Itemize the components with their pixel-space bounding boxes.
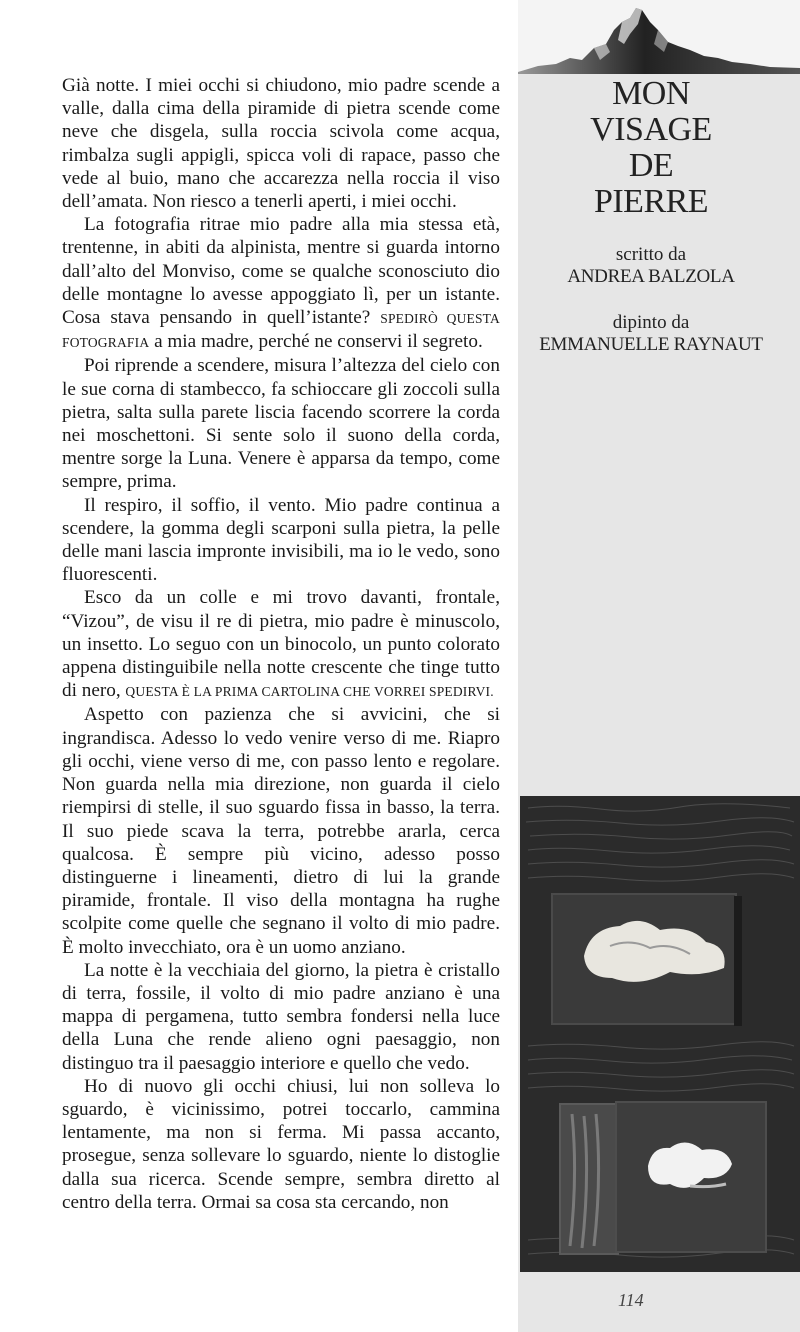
article-body (62, 74, 500, 1214)
paragraph-2-smallcaps: SPEDIRÒ QUESTA FOTOGRAFIA (62, 311, 500, 351)
title-line-4: PIERRE (593, 183, 709, 220)
title-line-3: DE (628, 147, 674, 184)
paragraph-8: Ho di nuovo gli occhi chiusi, lui non solleva lo sguardo, è vicinissimo, potrei toccarlo, cammina lentamente, ma non si ferma. Mi passa accanto, prosegue, senza sollevare lo sguardo, niente lo distoglie dalla sua ricerca. Scende sempre, sembra diretto al centro della terra. Ormai sa cosa sta cercando, non (62, 1075, 500, 1213)
paragraph-7: La notte è la vecchiaia del giorno, la pietra è cristallo di terra, fossile, il volto di mio padre anziano è una mappa di pergamena, tutto sembra fondersi nella luce della Luna che rende alieno ogni paesaggio, non distinguo tra il paesaggio interiore e quello che vedo. (62, 959, 500, 1074)
paragraph-6: Aspetto con pazienza che si avvicini, che si ingrandisca. Adesso lo vedo venire verso di me. Riapro gli occhi, viene verso di me, con passo lento e regolare. Non guarda nella mia direzione, non guarda il cielo riempirsi di stelle, il suo sguardo fissa in basso, la terra. Il suo piede scava la terra, potrebbe ararla, cerca qualcosa. È sempre più vicino, adesso posso distinguerne i lineamenti, dietro di lui la grande piramide, frontale. Il viso della montagna ha rughe scolpite come quelle che segnano il volto di mio padre. È molto invecchiato, ora è un uomo anziano. (62, 704, 500, 958)
author-name: ANDREA BALZOLA (567, 266, 735, 287)
paragraph-2-end: a mia madre, perché ne conservi il segreto. (154, 331, 483, 353)
page-number: 114 (618, 1290, 644, 1310)
paragraph-1: Già notte. I miei occhi si chiudono, mio padre scende a valle, dalla cima della piramide di pietra scende come neve che disgela, sulla roccia scivola come acqua, rimbalza sugli appigli, spicca voli di rapace, passo che vede al buio, mano che accarezza nella roccia il viso dell’amata. Non riesco a tenerli aperti, i miei occhi. (62, 75, 500, 213)
paragraph-2 (62, 213, 500, 354)
paragraph-3: Poi riprende a scendere, misura l’altezza del cielo con le sue corna di stambecco, fa schioccare gli zoccoli sulla pietra, salta sulla parete liscia facendo scorrere la corda nei moschettoni. Si sente solo il suono della corda, mentre sorge la Luna. Venere è apparsa da tempo, come sempre, prima. (62, 355, 500, 493)
article-title (518, 76, 784, 220)
written-by-label: scritto da (615, 244, 687, 265)
title-line-1: MON (612, 75, 690, 112)
paragraph-2-text: La fotografia ritrae mio padre alla mia stessa età, trentenne, in abiti da alpinista, mentre si guarda intorno dall’alto del Monviso, come se qualche sconosciuto dio delle montagne lo avesse appoggiato lì, per un istante. Cosa stava pensando in quell’istante? (62, 214, 500, 329)
painting-illustration (520, 796, 800, 1272)
paragraph-4: Il respiro, il soffio, il vento. Mio padre continua a scendere, la gomma degli scarponi sulla pietra, la pelle delle mani lascia impronte invisibili, ma io le vedo, sono fluorescenti. (62, 494, 500, 586)
paragraph-5 (62, 586, 500, 703)
author-credit (518, 244, 784, 288)
mountain-peak-illustration (518, 0, 800, 74)
title-line-2: VISAGE (590, 111, 712, 148)
paragraph-5-text: Esco da un colle e mi trovo davanti, frontale, “Vizou”, de visu il re di pietra, mio padre è minuscolo, un insetto. Lo seguo con un binocolo, un punto colorato appena distinguibile nella notte crescente che tinge tutto di nero, (62, 587, 500, 702)
paragraph-5-smallcaps: QUESTA È LA PRIMA CARTOLINA CHE VORREI SPEDIRVI. (125, 684, 494, 700)
painter-credit (518, 312, 784, 356)
painted-by-label: dipinto da (612, 312, 690, 333)
painter-name: EMMANUELLE RAYNAUT (539, 334, 763, 355)
